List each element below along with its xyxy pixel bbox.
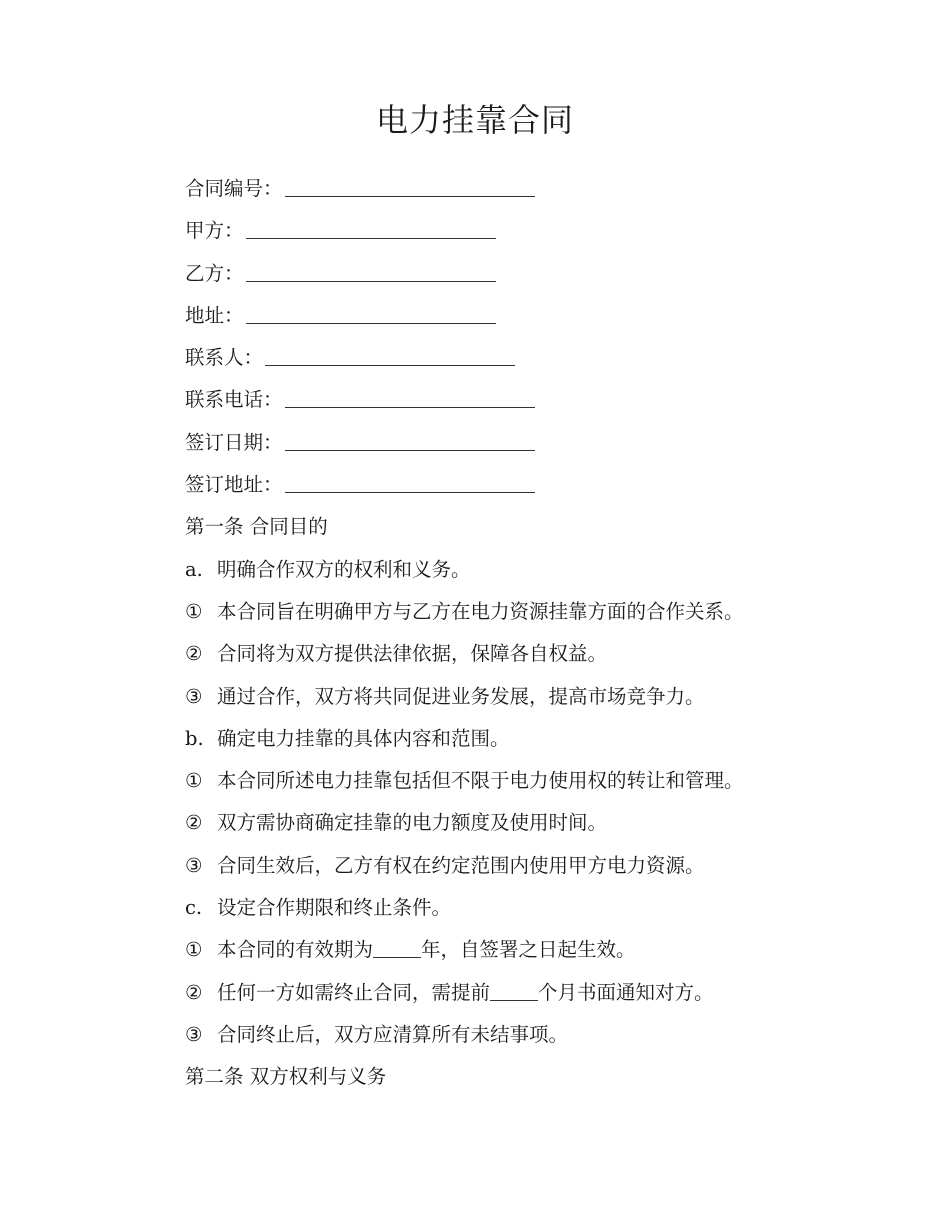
fill-blank xyxy=(373,935,421,958)
item-text: 通过合作，双方将共同促进业务发展，提高市场竞争力。 xyxy=(217,684,705,708)
item-text-after: 年，自签署之日起生效。 xyxy=(421,938,636,962)
article-2-heading: 第二条 双方权利与义务 xyxy=(185,1065,387,1089)
field-party-a xyxy=(185,210,885,252)
item-marker: ② xyxy=(185,980,203,1004)
field-contact-person xyxy=(185,337,885,379)
item-marker: ② xyxy=(185,642,203,666)
list-item xyxy=(185,845,885,887)
item-text-before: 任何一方如需终止合同，需提前 xyxy=(217,980,491,1004)
field-label: 甲方： xyxy=(185,219,244,243)
item-text-after: 个月书面通知对方。 xyxy=(538,980,714,1004)
fill-blank xyxy=(285,470,535,493)
list-item xyxy=(185,633,885,675)
section-b xyxy=(185,718,885,760)
section-marker: c. xyxy=(185,896,203,920)
section-text: 设定合作期限和终止条件。 xyxy=(217,896,452,920)
field-label: 合同编号： xyxy=(185,177,283,200)
list-item xyxy=(185,760,885,802)
contract-body xyxy=(185,168,885,1099)
item-marker: ③ xyxy=(185,853,203,877)
fill-blank xyxy=(246,301,496,324)
item-marker: ① xyxy=(185,599,203,623)
item-marker: ② xyxy=(185,811,203,835)
fill-blank xyxy=(246,259,496,282)
fill-blank xyxy=(285,174,535,197)
field-label: 联系人： xyxy=(185,346,264,370)
field-label: 签订地址： xyxy=(185,473,283,497)
fill-blank xyxy=(246,216,496,239)
item-text: 本合同旨在明确甲方与乙方在电力资源挂靠方面的合作关系。 xyxy=(217,599,744,623)
fill-blank xyxy=(285,385,535,408)
document-title: 电力挂靠合同 xyxy=(375,101,574,139)
field-party-b xyxy=(185,253,885,295)
fill-blank xyxy=(265,343,515,366)
item-text: 合同将为双方提供法律依据，保障各自权益。 xyxy=(217,642,608,666)
list-item xyxy=(185,972,885,1014)
section-a xyxy=(185,549,885,591)
item-text: 双方需协商确定挂靠的电力额度及使用时间。 xyxy=(217,811,608,835)
section-text: 确定电力挂靠的具体内容和范围。 xyxy=(217,726,510,750)
section-text: 明确合作双方的权利和义务。 xyxy=(217,557,471,581)
field-signing-place xyxy=(185,464,885,506)
list-item xyxy=(185,802,885,844)
list-item xyxy=(185,929,885,971)
field-label: 签订日期： xyxy=(185,430,283,454)
item-text: 合同终止后，双方应清算所有未结事项。 xyxy=(217,1022,569,1046)
section-c xyxy=(185,887,885,929)
item-text-before: 本合同的有效期为 xyxy=(217,938,374,962)
item-text: 本合同所述电力挂靠包括但不限于电力使用权的转让和管理。 xyxy=(217,769,744,793)
section-marker: b. xyxy=(185,726,204,750)
field-contact-phone xyxy=(185,379,885,421)
section-marker: a. xyxy=(185,557,203,581)
field-label: 联系电话： xyxy=(185,388,283,412)
fill-blank xyxy=(490,978,538,1001)
fill-blank xyxy=(285,428,535,451)
field-label: 地址： xyxy=(185,303,244,327)
field-address xyxy=(185,295,885,337)
item-marker: ③ xyxy=(185,1022,203,1046)
list-item xyxy=(185,676,885,718)
item-marker: ③ xyxy=(185,684,203,708)
item-marker: ① xyxy=(185,938,203,962)
list-item xyxy=(185,591,885,633)
field-contract-number xyxy=(185,168,885,210)
list-item xyxy=(185,1014,885,1056)
item-text: 合同生效后，乙方有权在约定范围内使用甲方电力资源。 xyxy=(217,853,705,877)
article-1-heading: 第一条 合同目的 xyxy=(185,515,328,539)
item-marker: ① xyxy=(185,769,203,793)
field-label: 乙方： xyxy=(185,261,244,285)
field-signing-date xyxy=(185,422,885,464)
